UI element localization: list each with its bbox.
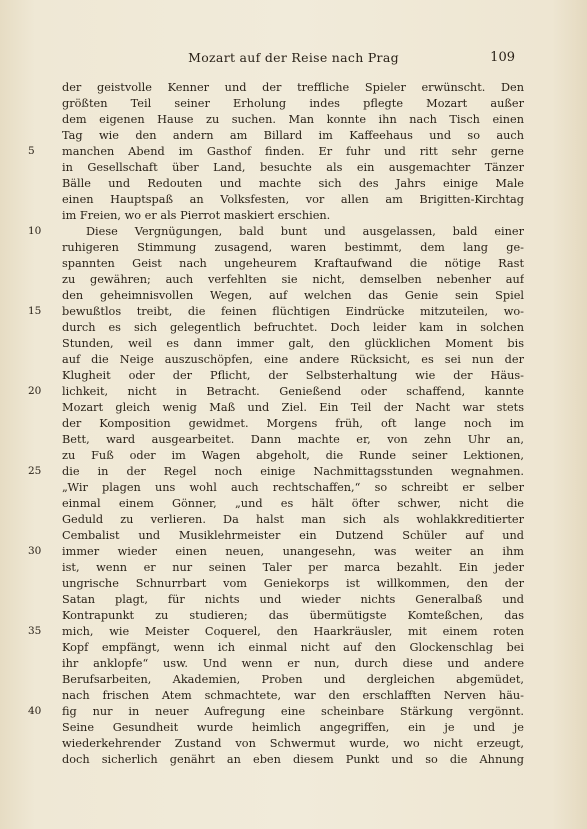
text-line: lichkeit, nicht in Betracht. Genießend oder schaffend, kannte (62, 385, 524, 398)
text-line: wiederkehrender Zustand von Schwermut wurde, wo nicht erzeugt, (62, 737, 524, 750)
text-line: in Gesellschaft über Land, besuchte als ein ausgemachter Tänzer (62, 161, 524, 174)
text-line: der Komposition gewidmet. Morgens früh, oft lange noch im (62, 417, 524, 430)
line-number: 30 (28, 545, 42, 557)
line-number: 15 (28, 305, 42, 317)
text-line: manchen Abend im Gasthof finden. Er fuhr und ritt sehr gerne (62, 145, 524, 158)
text-line: mich, wie Meister Coquerel, den Haarkräusler, mit einem roten (62, 625, 524, 638)
text-line: nach frischen Atem schmachtete, war den erschlafften Nerven häu- (62, 689, 524, 702)
page-header (0, 50, 587, 70)
text-line: Kopf empfängt, wenn ich einmal nicht auf den Glockenschlag bei (62, 641, 524, 654)
running-title: Mozart auf der Reise nach Prag (188, 50, 399, 65)
text-line: einen Hauptspaß an Volksfesten, vor allen am Brigitten-Kirchtag (62, 193, 524, 206)
line-number: 20 (28, 385, 42, 397)
text-line: auf die Neige auszuschöpfen, eine andere Rücksicht, es sei nun der (62, 353, 524, 366)
text-line: Bälle und Redouten und machte sich des Jahrs einige Male (62, 177, 524, 190)
text-line: im Freien, wo er als Pierrot maskiert erschien. (62, 209, 331, 222)
text-line: der geistvolle Kenner und der treffliche Spieler erwünscht. Den (62, 81, 524, 94)
text-line: Satan plagt, für nichts und wieder nichts Generalbaß und (62, 593, 524, 606)
text-line: ruhigeren Stimmung zusagend, waren bestimmt, dem lang ge- (62, 241, 524, 254)
line-number: 25 (28, 465, 42, 477)
text-line: immer wieder einen neuen, unangesehn, was weiter an ihm (62, 545, 524, 558)
text-line: die in der Regel noch einige Nachmittagsstunden wegnahmen. (62, 465, 524, 478)
text-line: Mozart gleich wenig Maß und Ziel. Ein Teil der Nacht war stets (62, 401, 524, 414)
text-line: den geheimnisvollen Wegen, auf welchen das Genie sein Spiel (62, 289, 524, 302)
text-line: ist, wenn er nur seinen Taler per marca bezahlt. Ein jeder (62, 561, 524, 574)
text-line: Cembalist und Musiklehrmeister ein Dutzend Schüler auf und (62, 529, 524, 542)
text-line: Seine Gesundheit wurde heimlich angegriffen, ein je und je (62, 721, 524, 734)
text-line: doch sicherlich genährt an eben diesem Punkt und so die Ahnung (62, 753, 524, 766)
text-line: ungrische Schnurrbart vom Geniekorps ist willkommen, den der (62, 577, 524, 590)
text-line: zu gewähren; auch verfehlten sie nicht, demselben nebenher auf (62, 273, 524, 286)
text-line: Berufsarbeiten, Akademien, Proben und dergleichen abgemüdet, (62, 673, 524, 686)
text-line: Diese Vergnügungen, bald bunt und ausgelassen, bald einer (86, 225, 524, 238)
text-line: „Wir plagen uns wohl auch rechtschaffen,“ so schreibt er selber (62, 481, 524, 494)
text-line: fig nur in neuer Aufregung eine scheinbare Stärkung vergönnt. (62, 705, 524, 718)
page-number: 109 (490, 50, 515, 65)
text-line: ihr anklopfe“ usw. Und wenn er nun, durch diese und andere (62, 657, 524, 670)
text-line: spannten Geist nach ungeheurem Kraftaufwand die nötige Rast (62, 257, 524, 270)
line-number: 5 (28, 145, 35, 157)
text-line: einmal einem Gönner, „und es hält öfter schwer, nicht die (62, 497, 524, 510)
text-line: größten Teil seiner Erholung indes pflegte Mozart außer (62, 97, 524, 110)
line-number: 10 (28, 225, 42, 237)
text-line: bewußtlos treibt, die feinen flüchtigen Eindrücke mitzuteilen, wo- (62, 305, 524, 318)
text-line: dem eigenen Hause zu suchen. Man konnte ihn nach Tisch einen (62, 113, 524, 126)
text-line: Bett, ward ausgearbeitet. Dann machte er, von zehn Uhr an, (62, 433, 524, 446)
text-line: Kontrapunkt zu studieren; das übermütigste Komteßchen, das (62, 609, 524, 622)
text-line: Geduld zu verlieren. Da halst man sich als wohlakkreditierter (62, 513, 524, 526)
text-line: Stunden, weil es dann immer galt, den glücklichen Moment bis (62, 337, 524, 350)
text-line: Klugheit oder der Pflicht, der Selbsterhaltung wie der Häus- (62, 369, 524, 382)
text-line: durch es sich gelegentlich befruchtet. Doch leider kam in solchen (62, 321, 524, 334)
line-number: 35 (28, 625, 42, 637)
line-number: 40 (28, 705, 42, 717)
text-line: Tag wie den andern am Billard im Kaffeehaus und so auch (62, 129, 524, 142)
text-line: zu Fuß oder im Wagen abgeholt, die Runde seiner Lektionen, (62, 449, 524, 462)
